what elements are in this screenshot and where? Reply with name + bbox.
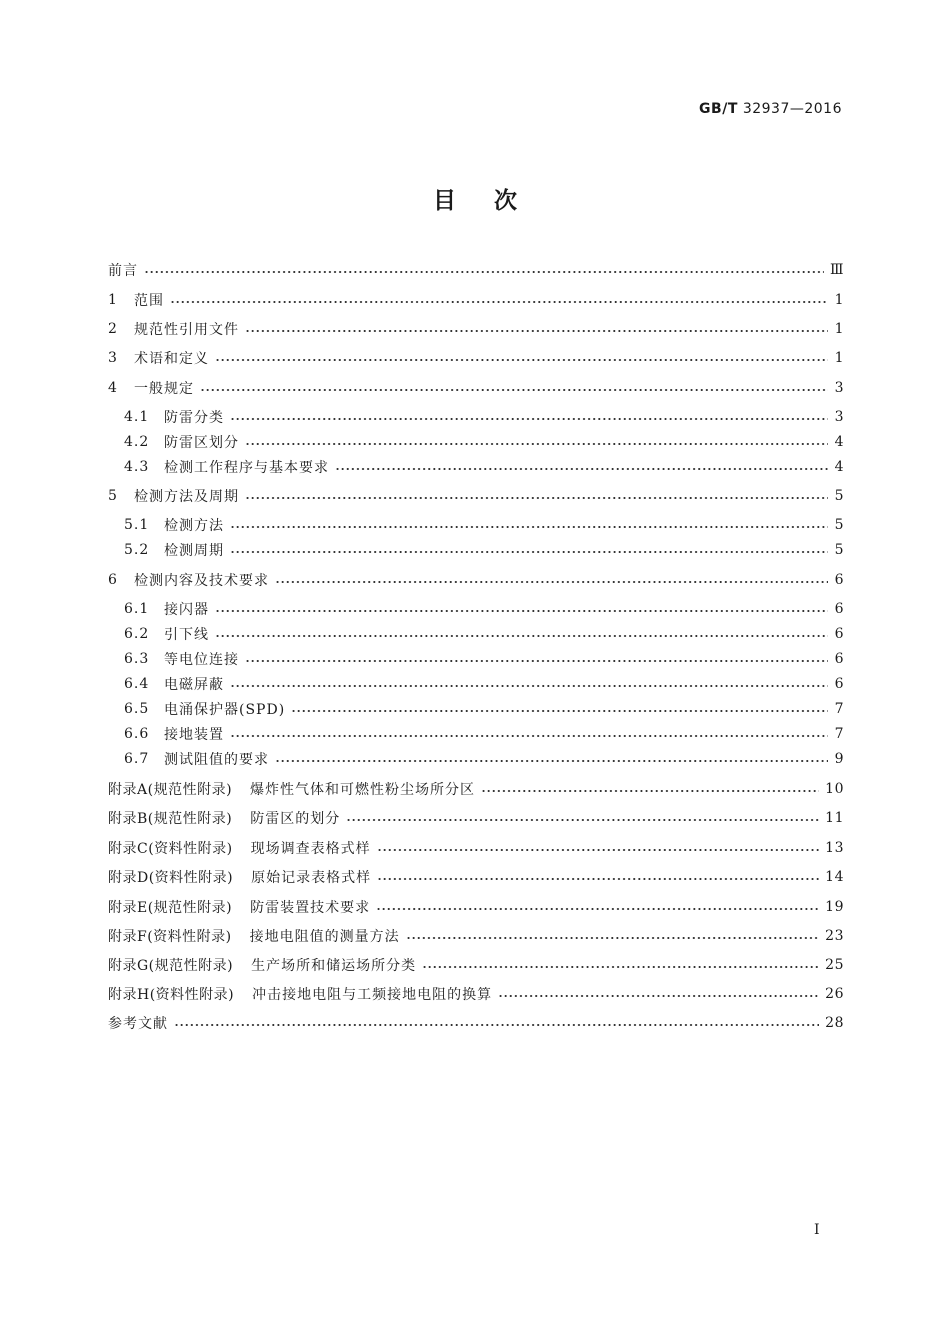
dot-leader: [422, 966, 819, 968]
toc-entry-number: 5.2: [124, 542, 150, 558]
dot-leader: [215, 635, 828, 637]
toc-entry-title: 术语和定义: [134, 351, 209, 367]
toc-entry-number: 1: [108, 292, 118, 308]
toc-entry-page: Ⅲ: [829, 262, 844, 278]
dot-leader: [377, 878, 819, 880]
toc-entry-title: 参考文献: [108, 1016, 168, 1032]
dot-leader: [230, 735, 828, 737]
standard-prefix: GB/T: [699, 101, 738, 117]
toc-entry-title: 规范性引用文件: [134, 322, 239, 338]
toc-entry-number: 6.2: [124, 626, 150, 642]
toc-entry-number: 5.1: [124, 517, 150, 533]
toc-entry[interactable]: [124, 430, 844, 454]
toc-entry[interactable]: [124, 697, 844, 721]
toc-entry-page: 26: [825, 986, 844, 1002]
toc-entry-number: 4: [108, 380, 118, 396]
toc-entry-number: 6.6: [124, 726, 150, 742]
toc-entry-title: 现场调查表格式样: [250, 841, 371, 857]
dot-leader: [346, 819, 819, 821]
dot-leader: [230, 418, 828, 420]
toc-entry-page: 6: [834, 651, 844, 667]
toc-entry-number: 附录D(资料性附录): [108, 870, 234, 886]
toc-entry-title: 等电位连接: [164, 652, 239, 668]
toc-entry-title: 范围: [134, 293, 164, 309]
toc-entry-title: 接地装置: [164, 727, 224, 743]
toc-entry-page: 19: [825, 899, 844, 915]
toc-entry[interactable]: [108, 568, 844, 592]
toc-entry-number: 2: [108, 321, 118, 337]
toc-entry-title: 引下线: [164, 627, 209, 643]
toc-entry-page: 25: [825, 957, 844, 973]
toc-entry-number: 5: [108, 488, 118, 504]
toc-entry[interactable]: [108, 1011, 844, 1035]
toc-entry[interactable]: [124, 455, 844, 479]
dot-leader: [245, 443, 828, 445]
toc-entry[interactable]: [124, 538, 844, 562]
dot-leader: [215, 359, 828, 361]
toc-entry-page: 4: [834, 434, 844, 450]
page-number: I: [814, 1222, 820, 1238]
dot-leader: [275, 581, 828, 583]
toc-entry-number: 附录H(资料性附录): [108, 987, 235, 1003]
toc-entry[interactable]: [108, 865, 844, 889]
toc-entry-number: 3: [108, 350, 118, 366]
toc-entry-title: 冲击接地电阻与工频接地电阻的换算: [252, 987, 493, 1003]
toc-entry-number: 4.3: [124, 459, 150, 475]
dot-leader: [245, 497, 828, 499]
toc-entry[interactable]: [108, 806, 844, 830]
dot-leader: [170, 301, 828, 303]
toc-entry-title: 电磁屏蔽: [164, 677, 224, 693]
toc-entry[interactable]: [124, 597, 844, 621]
toc-entry-number: 附录F(资料性附录): [108, 929, 232, 945]
dot-leader: [230, 551, 828, 553]
toc-entry-title: 防雷区的划分: [250, 811, 341, 827]
toc-entry-page: 5: [834, 542, 844, 558]
toc-entry[interactable]: [108, 288, 844, 312]
toc-entry-page: 6: [834, 601, 844, 617]
toc-entry-page: 5: [834, 517, 844, 533]
toc-entry[interactable]: [124, 747, 844, 771]
toc-entry-title: 接闪器: [164, 602, 209, 618]
toc-entry-number: 6.7: [124, 751, 150, 767]
toc-entry-page: 1: [834, 350, 844, 366]
toc-entry[interactable]: [108, 924, 844, 948]
dot-leader: [406, 937, 820, 939]
dot-leader: [230, 685, 828, 687]
toc-entry-title: 电涌保护器(SPD): [164, 702, 286, 718]
toc-entry-page: 7: [834, 726, 844, 742]
toc-entry[interactable]: [108, 777, 844, 801]
toc-entry-number: 4.2: [124, 434, 150, 450]
toc-entry[interactable]: [124, 722, 844, 746]
toc-entry[interactable]: [124, 405, 844, 429]
toc-entry[interactable]: [108, 895, 844, 919]
toc-entry-number: 附录C(资料性附录): [108, 841, 233, 857]
toc-entry-title: 防雷装置技术要求: [250, 900, 371, 916]
toc-entry-page: 4: [834, 459, 844, 475]
toc-entry[interactable]: [108, 376, 844, 400]
toc-entry-page: 11: [825, 810, 844, 826]
toc-entry[interactable]: [124, 647, 844, 671]
toc-entry[interactable]: [108, 484, 844, 508]
toc-entry[interactable]: [108, 953, 844, 977]
page-title: 目次: [433, 188, 555, 214]
dot-leader: [174, 1024, 819, 1026]
toc-entry-page: 13: [825, 840, 844, 856]
toc-entry-number: 6.4: [124, 676, 150, 692]
toc-entry-number: 附录A(规范性附录): [108, 782, 233, 798]
toc-entry-number: 4.1: [124, 409, 150, 425]
toc-entry[interactable]: [124, 622, 844, 646]
toc-entry-number: 附录B(规范性附录): [108, 811, 233, 827]
toc-entry-title: 生产场所和储运场所分类: [251, 958, 417, 974]
toc-entry-number: 6.3: [124, 651, 150, 667]
dot-leader: [200, 389, 828, 391]
toc-entry-title: 检测工作程序与基本要求: [164, 460, 329, 476]
toc-entry[interactable]: [108, 982, 844, 1006]
toc-entry-title: 原始记录表格式样: [251, 870, 372, 886]
toc-entry-title: 检测方法: [164, 518, 224, 534]
toc-entry[interactable]: [108, 346, 844, 370]
toc-entry-number: 附录E(规范性附录): [108, 900, 233, 916]
toc-entry[interactable]: [124, 513, 844, 537]
toc-entry-title: 一般规定: [134, 381, 194, 397]
standard-number: 32937—2016: [742, 101, 842, 117]
toc-entry-page: 28: [825, 1015, 844, 1031]
toc-entry-page: 3: [834, 380, 844, 396]
toc-entry-title: 检测周期: [164, 543, 224, 559]
toc-entry-number: 6.1: [124, 601, 150, 617]
toc-entry-title: 防雷区划分: [164, 435, 239, 451]
dot-leader: [481, 790, 819, 792]
toc-entry-page: 6: [834, 626, 844, 642]
toc-entry[interactable]: [108, 258, 844, 282]
dot-leader: [275, 760, 828, 762]
dot-leader: [335, 468, 828, 470]
dot-leader: [230, 526, 828, 528]
toc-entry[interactable]: [124, 672, 844, 696]
toc-entry-number: 6: [108, 572, 118, 588]
toc-entry-page: 6: [834, 572, 844, 588]
toc-entry-number: 附录G(规范性附录): [108, 958, 234, 974]
dot-leader: [245, 660, 828, 662]
toc-entry-title: 检测内容及技术要求: [134, 573, 269, 589]
toc-entry-page: 3: [834, 409, 844, 425]
toc-entry-page: 1: [834, 321, 844, 337]
toc-entry-page: 9: [834, 751, 844, 767]
toc-entry-page: 7: [834, 701, 844, 717]
toc-entry-page: 23: [825, 928, 844, 944]
toc-entry-title: 测试阻值的要求: [164, 752, 269, 768]
dot-leader: [245, 330, 828, 332]
dot-leader: [144, 271, 824, 273]
dot-leader: [291, 710, 828, 712]
toc-entry-page: 1: [834, 292, 844, 308]
toc-entry-page: 6: [834, 676, 844, 692]
toc-entry-number: 6.5: [124, 701, 150, 717]
toc-entry-page: 5: [834, 488, 844, 504]
toc-entry-title: 检测方法及周期: [134, 489, 239, 505]
toc-entry[interactable]: [108, 836, 844, 860]
dot-leader: [215, 610, 828, 612]
standard-code: [699, 101, 842, 117]
dot-leader: [376, 908, 819, 910]
toc-entry-title: 接地电阻值的测量方法: [249, 929, 400, 945]
toc-entry-title: 防雷分类: [164, 410, 224, 426]
dot-leader: [498, 995, 819, 997]
toc-entry-title: 爆炸性气体和可燃性粉尘场所分区: [250, 782, 476, 798]
toc-entry-page: 10: [825, 781, 844, 797]
toc-entry[interactable]: [108, 317, 844, 341]
toc-entry-title: 前言: [108, 263, 138, 279]
toc-entry-page: 14: [825, 869, 844, 885]
dot-leader: [377, 849, 820, 851]
